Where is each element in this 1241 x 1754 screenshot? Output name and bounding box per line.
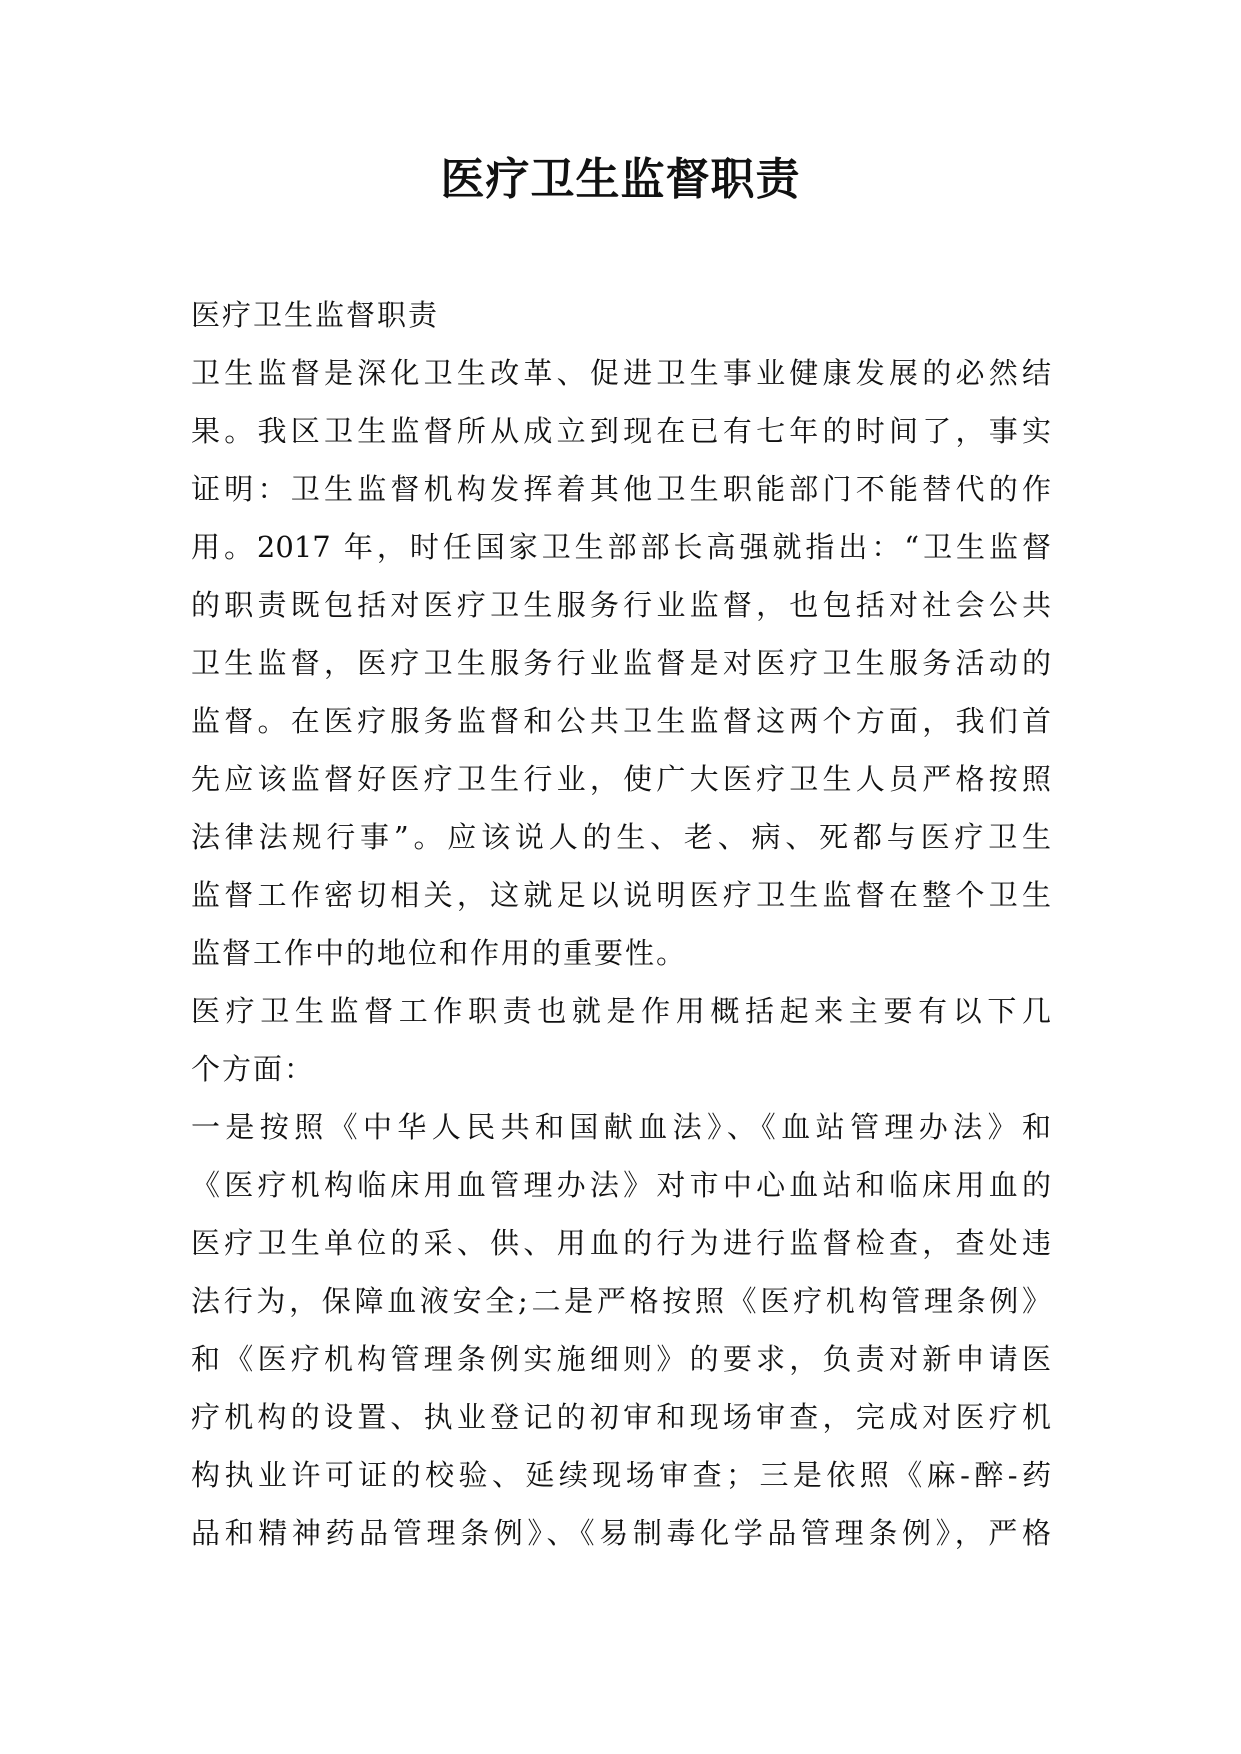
text-line: 法律法规行事”。应该说人的生、老、病、死都与医疗卫生	[191, 820, 1051, 854]
text-line: 法行为，保障血液安全;二是严格按照《医疗机构管理条例》	[191, 1284, 1051, 1318]
text-line: 医疗卫生单位的采、供、用血的行为进行监督检查，查处违	[191, 1226, 1051, 1260]
text-line: 个方面：	[191, 1052, 316, 1086]
text-line: 疗机构的设置、执业登记的初审和现场审查，完成对医疗机	[191, 1400, 1051, 1434]
text-line: 医疗卫生监督工作职责也就是作用概括起来主要有以下几	[191, 994, 1051, 1028]
text-line: 证明：卫生监督机构发挥着其他卫生职能部门不能替代的作	[191, 472, 1051, 506]
text-line: 卫生监督，医疗卫生服务行业监督是对医疗卫生服务活动的	[191, 646, 1051, 680]
text-line: 的职责既包括对医疗卫生服务行业监督，也包括对社会公共	[191, 588, 1051, 622]
text-line: 品和精神药品管理条例》、《易制毒化学品管理条例》，严格	[191, 1516, 1051, 1550]
text-line: 《医疗机构临床用血管理办法》对市中心血站和临床用血的	[191, 1168, 1051, 1202]
text-line: 监督工作中的地位和作用的重要性。	[191, 936, 688, 970]
text-line: 用。2017 年，时任国家卫生部部长高强就指出：“卫生监督	[191, 530, 1051, 564]
document-title: 医疗卫生监督职责	[440, 154, 801, 205]
text-line: 监督。在医疗服务监督和公共卫生监督这两个方面，我们首	[191, 704, 1051, 738]
text-line: 一是按照《中华人民共和国献血法》、《血站管理办法》和	[191, 1110, 1051, 1144]
text-line: 先应该监督好医疗卫生行业，使广大医疗卫生人员严格按照	[191, 762, 1051, 796]
text-line: 卫生监督是深化卫生改革、促进卫生事业健康发展的必然结	[191, 356, 1051, 390]
document-body	[191, 286, 1051, 1562]
text-line: 果。我区卫生监督所从成立到现在已有七年的时间了，事实	[191, 414, 1051, 448]
text-line: 构执业许可证的校验、延续现场审查；三是依照《麻-醉-药	[191, 1458, 1051, 1492]
text-line: 医疗卫生监督职责	[191, 298, 440, 332]
text-line: 监督工作密切相关，这就足以说明医疗卫生监督在整个卫生	[191, 878, 1051, 912]
text-line: 和《医疗机构管理条例实施细则》的要求，负责对新申请医	[191, 1342, 1051, 1376]
